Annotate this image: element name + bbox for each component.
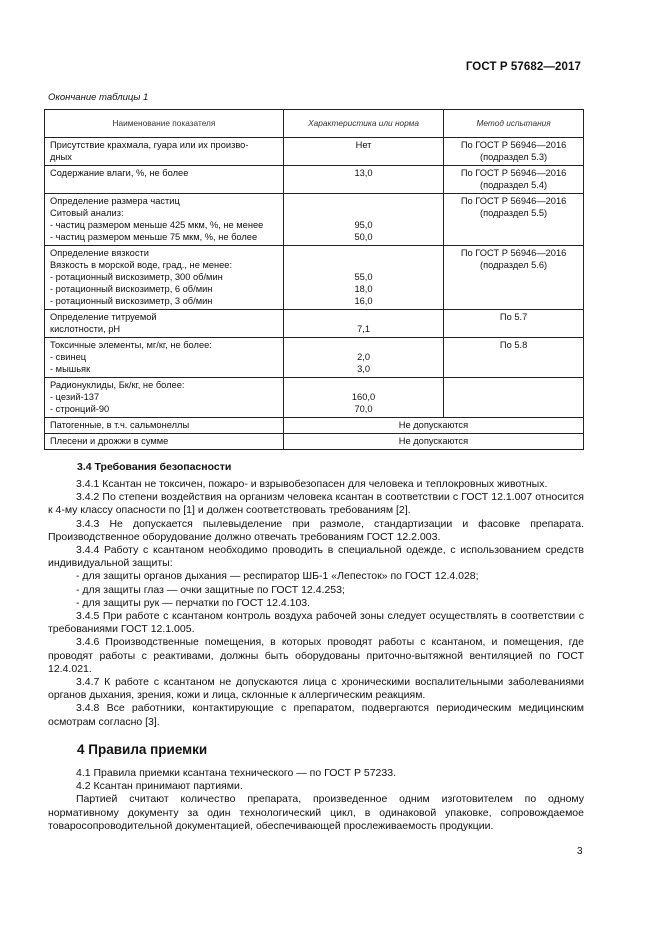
indicator-cell [45,194,284,246]
method-cell [444,246,584,310]
indicator-cell [45,246,284,310]
indicator-line: кислотности, pH [50,324,121,334]
indicator-line: Присутствие крахмала, гуара или их произво- [50,140,249,150]
method-cell [444,138,584,166]
paragraph: 3.4.1 Ксантан не токсичен, пожаро- и взрывобезопасен для человека и теплокровных животных. [76,478,548,490]
indicator-line: - стронций-90 [50,404,110,414]
indicator-line: - частиц размером меньше 75 мкм, %, не более [50,232,258,242]
norm-value: 16,0 [354,296,373,306]
paragraph: 3.4.5 При работе с ксантаном контроль воздуха рабочей зоны следует осуществлять в соответствии с требованиями ГОСТ 12.1.005. [48,610,584,636]
page-number: 3 [577,846,583,857]
header-method: Метод испытания [444,110,584,138]
norm-value [289,311,438,323]
method-line: (подраздел 5.5) [480,208,548,218]
method-cell [444,378,584,418]
norm-value: Нет [355,140,372,150]
indicator-line: - мышьяк [50,364,91,374]
norm-cell [283,310,443,338]
indicator-line: Токсичные элементы, мг/кг, не более: [50,340,212,350]
norm-value: 13,0 [354,168,373,178]
header-norm: Характеристика или норма [283,110,443,138]
paragraph: Партией считают количество препарата, произведенное одним изготовителем по одному нормативному документу за один технологический цикл, в одинаковой упаковке, сопровождаемое товаросопроводительной документацией, обеспечивающей прослеживаемость продукции. [48,793,584,832]
norm-value [289,195,438,207]
indicator-line: Содержание влаги, %, не более [50,168,189,178]
method-line: По 5.7 [499,312,528,322]
indicator-line: Радионуклиды, Бк/кг, не более: [50,380,185,390]
norm-cell [283,194,443,246]
paragraph: 3.4.7 К работе с ксантаном не допускаются лица с хроническими воспалительными заболеваниями органов дыхания, зрения, кожи и лица, склонные к аллергическим реакциям. [48,676,584,702]
table-row [45,338,584,378]
requirements-table [44,109,584,450]
method-cell [444,166,584,194]
norm-value: 55,0 [354,272,373,282]
indicator-cell [45,310,284,338]
norm-value [289,339,438,351]
table-row [45,166,584,194]
norm-cell [283,246,443,310]
paragraph: 4.2 Ксантан принимают партиями. [76,780,243,793]
indicator-line: - ротационный вискозиметр, 3 об/мин [50,296,213,306]
norm-cell [283,338,443,378]
indicator-line: Вязкость в морской воде, град., не менее: [50,260,233,270]
list-item: - для защиты органов дыхания — респиратор ШБ-1 «Лепесток» по ГОСТ 12.4.028; [76,570,479,583]
paragraph: 3.4.2 По степени воздействия на организм человека ксантан в соответствии с ГОСТ 12.1.007 относится к 4-му классу опасности по [1] и должен соответствовать требованиям [2]. [48,491,584,517]
table-caption: Окончание таблицы 1 [48,92,149,103]
table-row [45,418,584,434]
indicator-line: Ситовый анализ: [50,208,124,218]
norm-value: 50,0 [354,232,373,242]
method-cell [444,194,584,246]
section-3-4-body [48,478,584,729]
indicator-cell [45,338,284,378]
method-line: По ГОСТ Р 56946—2016 [460,168,567,178]
indicator-cell [45,418,284,434]
merged-norm-cell: Не допускаются [283,418,583,434]
method-line: По ГОСТ Р 56946—2016 [460,140,567,150]
indicator-cell [45,166,284,194]
paragraph: 4.1 Правила приемки ксантана технического — по ГОСТ Р 57233. [76,767,396,779]
indicator-line: Определение вязкости [50,248,149,258]
header-indicator: Наименование показателя [45,110,284,138]
indicator-line: - ротационный вискозиметр, 300 об/мин [50,272,223,282]
method-cell [444,338,584,378]
table-row [45,310,584,338]
table-row [45,378,584,418]
list-item: - для защиты глаз — очки защитные по ГОСТ 12.4.253; [76,583,345,596]
table-row [45,138,584,166]
indicator-cell [45,378,284,418]
indicator-line: - ротационный вискозиметр, 6 об/мин [50,284,213,294]
norm-cell [283,166,443,194]
indicator-line: - цезий-137 [50,392,100,402]
merged-norm-cell: Не допускаются [283,434,583,450]
section-3-4-heading: 3.4 Требования безопасности [77,461,232,473]
norm-value: 95,0 [354,220,373,230]
norm-value: 7,1 [357,324,370,334]
norm-cell [283,378,443,418]
norm-value [289,259,438,271]
norm-value: 2,0 [357,352,370,362]
norm-value [289,379,438,391]
indicator-line: Определение размера частиц [50,196,180,206]
indicator-line: дных [50,152,72,162]
method-line: (подраздел 5.4) [480,180,548,190]
indicator-cell [45,434,284,450]
paragraph: 3.4.6 Производственные помещения, в которых проводят работы с ксантаном, и помещения, где проводят работы с реактивами, должны быть оборудованы приточно-вытяжной вентиляцией по ГОСТ 12.4.021. [48,636,584,675]
standard-code: ГОСТ Р 57682—2017 [465,61,581,73]
norm-value [289,207,438,219]
list-item: - для защиты рук — перчатки по ГОСТ 12.4.103. [76,596,311,609]
norm-value: 18,0 [354,284,373,294]
table-row [45,434,584,450]
paragraph: 3.4.3 Не допускается пылевыделение при размоле, стандартизации и фасовке препарата. Производственное оборудование должно отвечать требованиям ГОСТ 12.2.003. [48,517,584,543]
table-row [45,246,584,310]
method-line: По 5.8 [499,340,528,350]
indicator-line: Патогенные, в т.ч. сальмонеллы [50,420,190,430]
section-4-heading: 4 Правила приемки [77,742,208,757]
norm-value: 160,0 [351,392,376,402]
method-line: (подраздел 5.6) [480,260,548,270]
indicator-line: Определение титруемой [50,312,157,322]
indicator-line: - свинец [50,352,87,362]
method-line: (подраздел 5.3) [480,152,548,162]
method-line: По ГОСТ Р 56946—2016 [460,196,567,206]
norm-value: 70,0 [354,404,373,414]
indicator-line: Плесени и дрожжи в сумме [50,436,169,446]
method-cell [444,310,584,338]
norm-cell [283,138,443,166]
paragraph: 3.4.8 Все работники, контактирующие с препаратом, подвергаются периодическим медицинским осмотрам согласно [3]. [48,702,584,728]
norm-value: 3,0 [357,364,370,374]
table-row [45,194,584,246]
method-line: По ГОСТ Р 56946—2016 [460,248,567,258]
paragraph: 3.4.4 Работу с ксантаном необходимо проводить в специальной одежде, с использованием средств индивидуальной защиты: [48,544,584,570]
indicator-line: - частиц размером меньше 425 мкм, %, не менее [50,220,264,230]
table-header-row [45,110,584,138]
norm-value [289,247,438,259]
section-4-body [48,767,584,833]
indicator-cell [45,138,284,166]
